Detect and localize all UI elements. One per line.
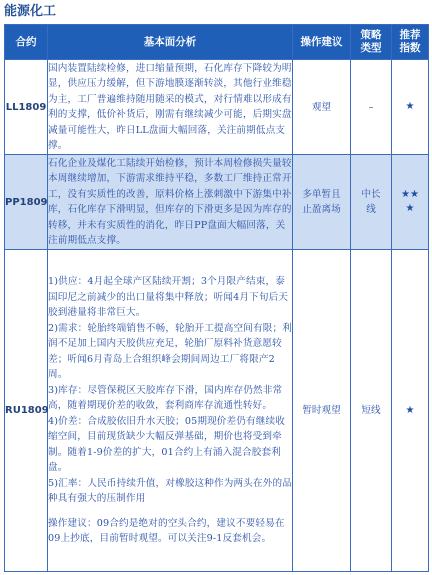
contract-code: RU1809 — [5, 250, 48, 572]
analysis-cell — [48, 155, 293, 250]
spread-point: 4)价差：合成胶依旧升水天胶；05期现价差仍有继续收缩空间，目前现货缺少大幅反弹基础，期价也将受到牵制。随着1-9价差的扩大，01合约上有涌入混合胶套利盘。 — [48, 415, 286, 474]
analysis-cell — [48, 250, 293, 572]
table-header-row — [5, 25, 429, 60]
rating-stars: ★ — [392, 250, 429, 572]
rating-stars: ★★ ★ — [392, 155, 429, 250]
header-operation: 操作建议 — [293, 25, 351, 60]
table-row — [5, 250, 429, 572]
rating-stars: ★ — [392, 60, 429, 155]
inventory-point: 3)库存：尽管保税区天胶库存下滑，国内库存仍然非常高，随着期现价差的收敛，套利商库存流通性转好。 — [48, 384, 283, 412]
section-title: 能源化工 — [4, 4, 57, 19]
table-row — [5, 155, 429, 250]
analysis-text: 石化企业及煤化工陆续开始检修，预计本周检修损失量较本周继续增加，下游需求维持平稳，多数工厂维持正常开工，没有实质性的改善，原料价格上涨刺激中下游集中补库，石化库存下滑明显，但库存的下滑更多是因为库存的转移，并未有实质性的消化，昨日PP盘面大幅回落，关注前期低点支撑。 — [48, 157, 292, 246]
fx-point: 5)汇率：人民币持续升值，对橡胶这种作为两头在外的品种具有强大的压制作用 — [48, 477, 292, 505]
operation-advice: 暂时观望 — [293, 250, 351, 572]
strategy-table — [4, 24, 429, 572]
contract-code: LL1809 — [5, 60, 48, 155]
analysis-text: 国内装置陆续检修，进口缩量预期，石化库存下降较为明显，供应压力缓解，但下游地膜逐渐转淡，其他行业维稳为主，工厂普遍维持随用随采的模式，对行情难以形成有利的支撑，低价补货后，刚需有继续减少可能，后期实盘减量可能性大，昨日LL盘面大幅回落，关注前期低点支撑。 — [48, 62, 292, 151]
demand-point: 2)需求：轮胎终端销售不畅，轮胎开工提高空间有限；利润不足加上国内天胶供应充足，轮胎厂原料补货意愿较差；听闻6月青岛上合组织峰会期间周边工厂将限产2周。 — [48, 322, 292, 381]
strategy-type: – — [351, 60, 392, 155]
operation-advice: 多单暂且 止盈离场 — [293, 155, 351, 250]
contract-code: PP1809 — [5, 155, 48, 250]
header-strategy-type: 策略 类型 — [351, 25, 392, 60]
supply-point: 1)供应：4月起全球产区陆续开割；3个月限产结束，泰国印尼之前减少的出口量将集中释放；听闻4月下旬后天胶到港量将非常巨大。 — [48, 276, 289, 319]
header-rating: 推荐 指数 — [392, 25, 429, 60]
strategy-type: 短线 — [351, 250, 392, 572]
strategy-type: 中长 线 — [351, 155, 392, 250]
header-contract: 合约 — [5, 25, 48, 60]
operation-advice: 观望 — [293, 60, 351, 155]
table-row — [5, 60, 429, 155]
header-analysis: 基本面分析 — [48, 25, 293, 60]
operation-summary: 操作建议：09合约是绝对的空头合约，建议不要轻易在09上抄底，目前暂时观望。可以关注9-1反套机会。 — [48, 517, 285, 545]
analysis-cell — [48, 60, 293, 155]
